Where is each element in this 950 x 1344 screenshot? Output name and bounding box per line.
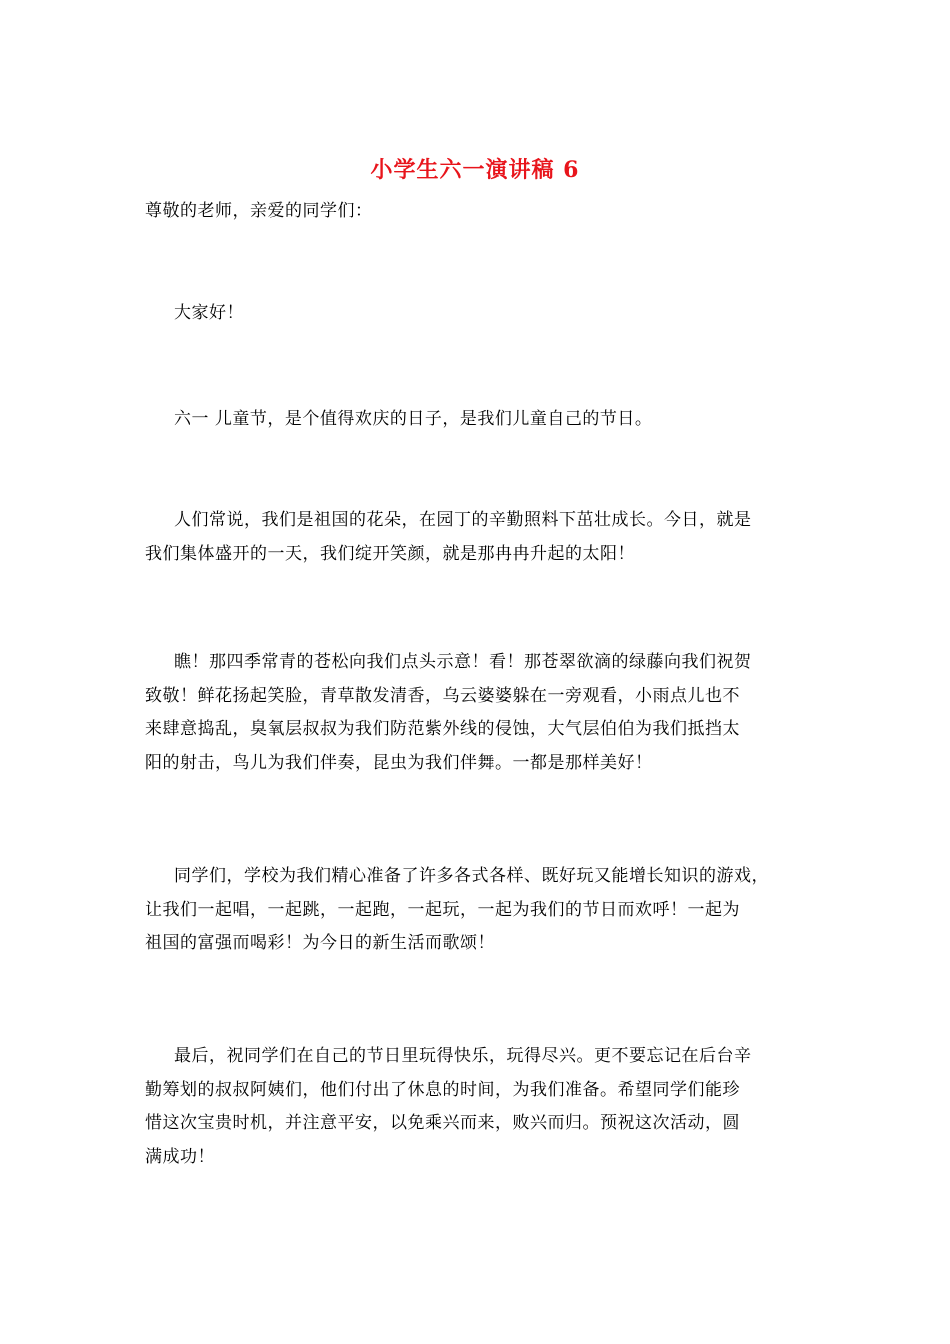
paragraph-line: 满成功！: [145, 1146, 215, 1167]
paragraph-2: [145, 403, 815, 437]
paragraph-line: 人们常说，我们是祖国的花朵，在园丁的辛勤照料下茁壮成长。今日，就是: [174, 510, 752, 530]
paragraph-line: 勤筹划的叔叔阿姨们，他们付出了休息的时间，为我们准备。希望同学们能珍: [145, 1079, 740, 1100]
paragraph-line: 祖国的富强而喝彩！为今日的新生活而歌颂！: [145, 933, 495, 953]
paragraph-line: 来肆意捣乱，臭氧层叔叔为我们防范紫外线的侵蚀，大气层伯伯为我们抵挡太: [145, 719, 740, 739]
paragraph-line: 阳的射击，鸟儿为我们伴奏，昆虫为我们伴舞。一都是那样美好！: [145, 752, 653, 773]
paragraph-line: 同学们，学校为我们精心准备了许多各式各样、既好玩又能增长知识的游戏，: [174, 866, 769, 886]
paragraph-4: [145, 646, 815, 780]
paragraph-line: 大家好！: [174, 303, 244, 323]
paragraph-line: 我们集体盛开的一天，我们绽开笑颜，就是那冉冉升起的太阳！: [145, 543, 635, 564]
paragraph-line: 最后，祝同学们在自己的节日里玩得快乐，玩得尽兴。更不要忘记在后台辛: [174, 1046, 752, 1066]
paragraph-3: [145, 504, 815, 571]
paragraph-line: 惜这次宝贵时机，并注意平安，以免乘兴而来，败兴而归。预祝这次活动，圆: [145, 1113, 740, 1133]
paragraph-line: 六一 儿童节，是个值得欢庆的日子，是我们儿童自己的节日。: [174, 409, 653, 429]
paragraph-line: 瞧！那四季常青的苍松向我们点头示意！看！那苍翠欲滴的绿藤向我们祝贺: [174, 652, 752, 672]
paragraph-1: [145, 297, 815, 331]
document-title: 小学生六一演讲稿 6: [370, 157, 580, 183]
paragraph-line: 致敬！鲜花扬起笑脸，青草散发清香，乌云婆婆躲在一旁观看，小雨点儿也不: [145, 685, 740, 706]
paragraph-line: 让我们一起唱，一起跳，一起跑，一起玩，一起为我们的节日而欢呼！一起为: [145, 899, 740, 920]
paragraph-5: [145, 860, 815, 961]
paragraph-6: [145, 1040, 815, 1174]
salutation: 尊敬的老师，亲爱的同学们：: [145, 201, 373, 221]
